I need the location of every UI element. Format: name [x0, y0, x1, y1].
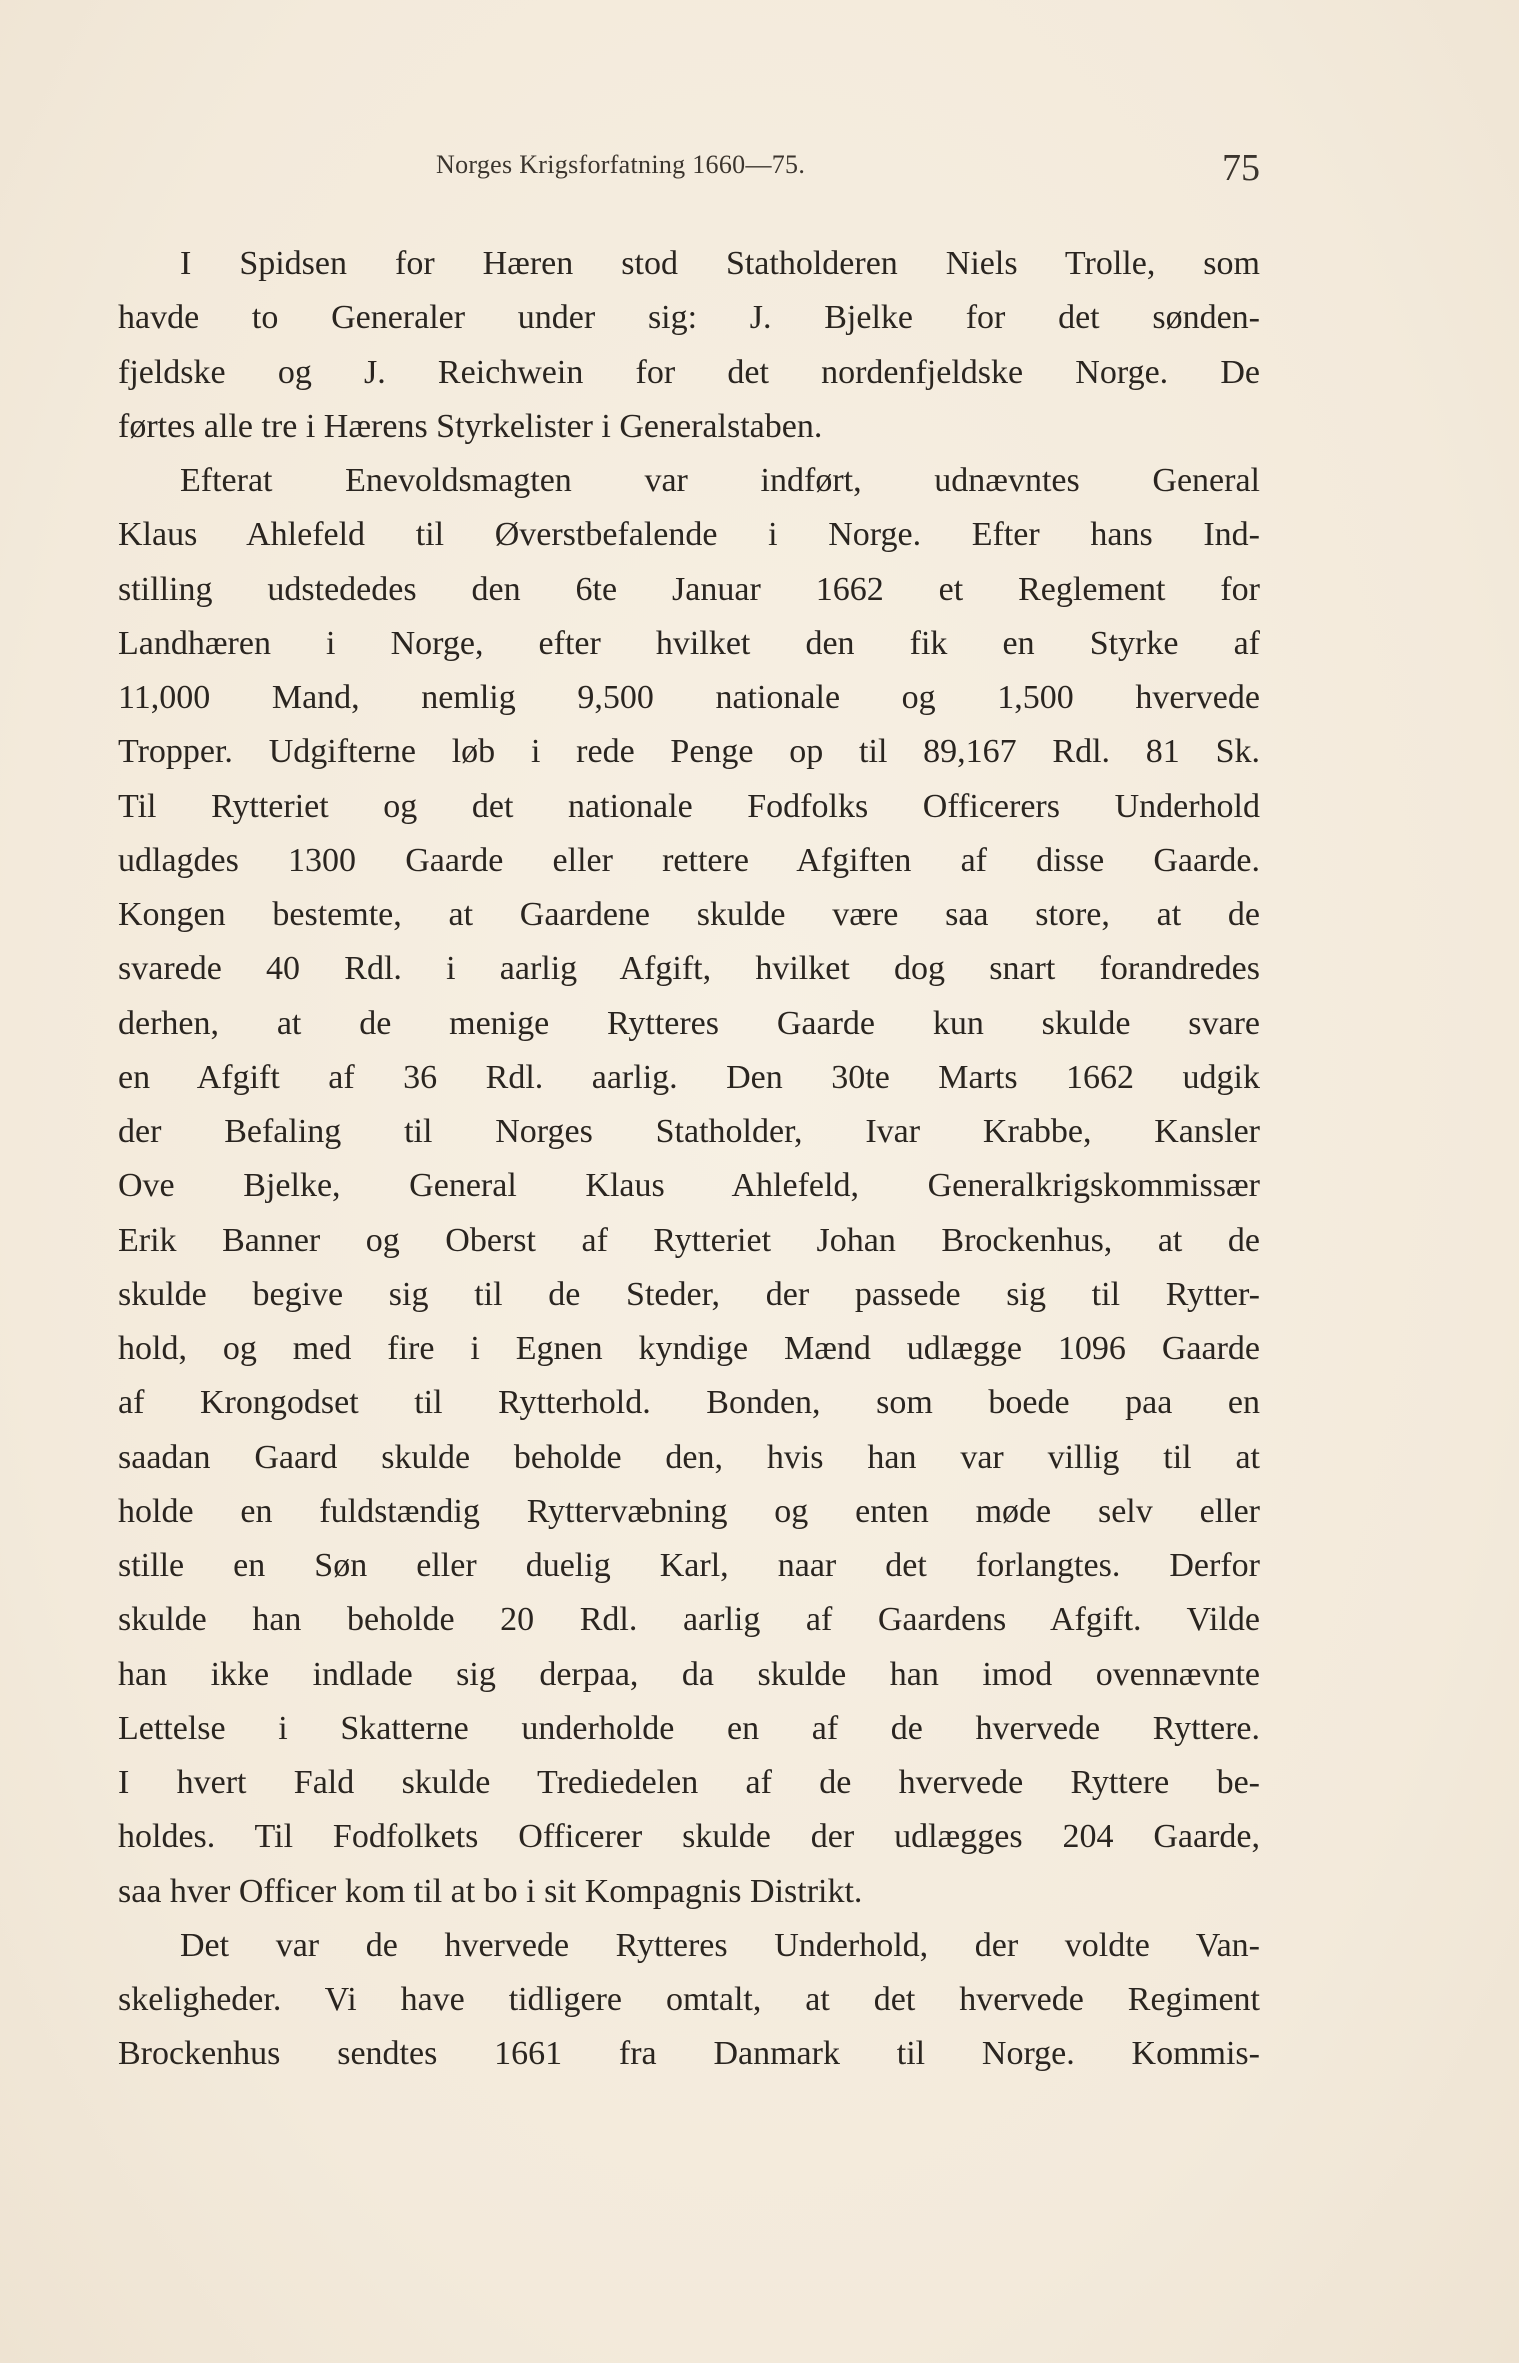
running-title: Norges Krigsforfatning 1660—75.: [436, 150, 806, 179]
text-line: Klaus Ahlefeld til Øverstbefalende i Norge. Efter hans Ind-: [118, 516, 1260, 554]
text-line: 11,000 Mand, nemlig 9,500 nationale og 1,500 hvervede: [118, 679, 1260, 716]
page-number: 75: [1222, 147, 1260, 189]
text-line: af Krongodset til Rytterhold. Bonden, som boede paa en: [118, 1384, 1260, 1422]
text-line: Brockenhus sendtes 1661 fra Danmark til Norge. Kommis-: [118, 2035, 1260, 2073]
text-line: holde en fuldstændig Ryttervæbning og enten møde selv eller: [118, 1492, 1260, 1530]
text-line: skulde han beholde 20 Rdl. aarlig af Gaardens Afgift. Vilde: [118, 1601, 1260, 1639]
text-line: holdes. Til Fodfolkets Officerer skulde der udlægges 204 Gaarde,: [118, 1818, 1260, 1856]
text-line: stilling udstededes den 6te Januar 1662 et Reglement for: [118, 570, 1260, 608]
text-line: Lettelse i Skatterne underholde en af de hvervede Ryttere.: [118, 1709, 1260, 1747]
text-line: Landhæren i Norge, efter hvilket den fik en Styrke af: [118, 624, 1260, 662]
text-line: Det var de hvervede Rytteres Underhold, der voldte Van-: [180, 1926, 1260, 1964]
text-line: Erik Banner og Oberst af Rytteriet Johan Brockenhus, at de: [118, 1221, 1260, 1259]
text-line: skulde begive sig til de Steder, der passede sig til Rytter-: [118, 1275, 1260, 1313]
text-line: I Spidsen for Hæren stod Statholderen Niels Trolle, som: [180, 245, 1260, 282]
text-line: fjeldske og J. Reichwein for det nordenfjeldske Norge. De: [118, 353, 1260, 391]
text-line: udlagdes 1300 Gaarde eller rettere Afgiften af disse Gaarde.: [118, 841, 1260, 879]
text-line: I hvert Fald skulde Trediedelen af de hvervede Ryttere be-: [118, 1764, 1260, 1801]
text-line: Efterat Enevoldsmagten var indført, udnævntes General: [180, 462, 1260, 499]
text-line: Ove Bjelke, General Klaus Ahlefeld, Generalkrigskommissær: [118, 1167, 1260, 1205]
page-header: [118, 146, 1260, 196]
body-text: [118, 237, 1260, 2082]
text-line: hold, og med fire i Egnen kyndige Mænd udlægge 1096 Gaarde: [118, 1330, 1260, 1367]
text-line: saa hver Officer kom til at bo i sit Kompagnis Distrikt.: [118, 1872, 863, 1910]
text-line: derhen, at de menige Rytteres Gaarde kun skulde svare: [118, 1004, 1260, 1042]
text-line: Tropper. Udgifterne løb i rede Penge op til 89,167 Rdl. 81 Sk.: [118, 733, 1260, 771]
text-line: stille en Søn eller duelig Karl, naar det forlangtes. Derfor: [118, 1547, 1260, 1584]
text-line: førtes alle tre i Hærens Styrkelister i Generalstaben.: [118, 407, 823, 445]
text-line: der Befaling til Norges Statholder, Ivar Krabbe, Kansler: [118, 1113, 1260, 1150]
text-line: en Afgift af 36 Rdl. aarlig. Den 30te Marts 1662 udgik: [118, 1058, 1260, 1096]
text-line: saadan Gaard skulde beholde den, hvis han var villig til at: [118, 1438, 1260, 1476]
text-line: skeligheder. Vi have tidligere omtalt, at det hvervede Regiment: [118, 1981, 1260, 2018]
text-line: han ikke indlade sig derpaa, da skulde han imod ovennævnte: [118, 1655, 1260, 1693]
text-line: svarede 40 Rdl. i aarlig Afgift, hvilket dog snart forandredes: [118, 950, 1260, 988]
text-line: Kongen bestemte, at Gaardene skulde være saa store, at de: [118, 896, 1260, 933]
text-line: havde to Generaler under sig: J. Bjelke for det sønden-: [118, 299, 1260, 337]
text-line: Til Rytteriet og det nationale Fodfolks Officerers Underhold: [118, 787, 1260, 825]
